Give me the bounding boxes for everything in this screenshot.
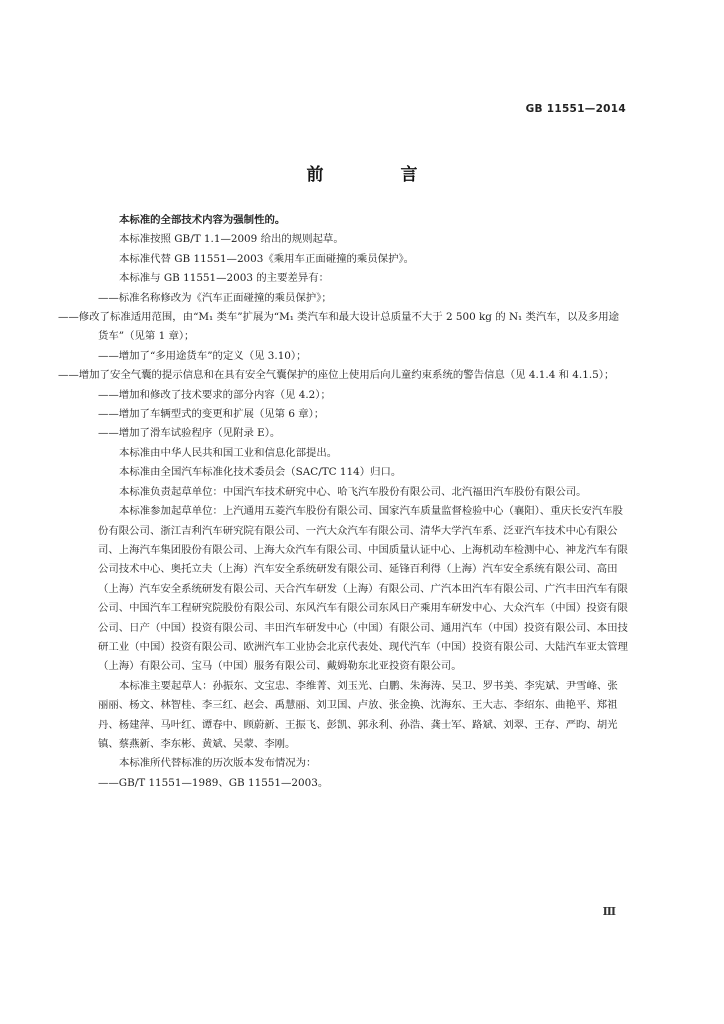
page-number: Ⅲ	[602, 905, 616, 918]
paragraph-lead-drafters: 本标准负责起草单位：中国汽车技术研究中心、哈飞汽车股份有限公司、北汽福田汽车股份有限公司。	[119, 485, 587, 498]
foreword-body	[58, 211, 628, 793]
paragraph-centralized-by: 本标准由全国汽车标准化技术委员会（SAC/TC 114）归口。	[119, 466, 402, 479]
difference-item: ——增加了车辆型式的变更和扩展（见第 6 章）；	[98, 408, 325, 421]
paragraph-history-intro: 本标准所代替标准的历次版本发布情况为：	[119, 757, 317, 770]
difference-item: ——增加了滑车试验程序（见附录 E）。	[98, 427, 281, 440]
difference-item: ——修改了标准适用范围，由“M₁ 类车”扩展为“M₁ 类汽车和最大设计总质量不大于 2 500 kg 的 N₁ 类汽车，以及多用途货车”（见第 1 章）；	[58, 311, 620, 343]
paragraph-drafting-rules: 本标准按照 GB/T 1.1—2009 给出的规则起草。	[119, 233, 344, 246]
page-title: 前 言	[306, 165, 448, 185]
standard-number: GB 11551—2014	[525, 103, 626, 115]
difference-item: ——增加了安全气囊的提示信息和在具有安全气囊保护的座位上使用后向儿童约束系统的警告信息（见 4.1.4 和 4.1.5）；	[58, 369, 615, 382]
difference-item: ——增加和修改了技术要求的部分内容（见 4.2）；	[98, 388, 331, 401]
difference-item: ——标准名称修改为《汽车正面碰撞的乘员保护》；	[98, 291, 332, 304]
paragraph-replaces: 本标准代替 GB 11551—2003《乘用车正面碰撞的乘员保护》。	[119, 252, 415, 265]
paragraph-main-drafters: 本标准主要起草人：孙振东、文宝忠、李维菁、刘玉光、白鹏、朱海涛、吴卫、罗书美、李宪斌、尹雪峰、张丽丽、杨文、林智桂、李三红、赵会、禹慧丽、刘卫国、卢放、张金换、沈海东、王大志、李绍东、曲艳平、郑祖丹、杨建萍、马叶红、谭春中、顾蔚新、王振飞、彭凯、郭永利、孙浩、龚士军、路斌、刘翠、王存、严昀、胡光镇、蔡燕新、李东彬、黄斌、吴蒙、李刚。	[98, 679, 618, 750]
difference-item: ——增加了“多用途货车”的定义（见 3.10）；	[98, 349, 307, 362]
paragraph-mandatory: 本标准的全部技术内容为强制性的。	[119, 214, 286, 226]
paragraph-differences-intro: 本标准与 GB 11551—2003 的主要差异有：	[119, 272, 330, 285]
paragraph-proposed-by: 本标准由中华人民共和国工业和信息化部提出。	[119, 446, 338, 459]
paragraph-participating-drafters: 本标准参加起草单位：上汽通用五菱汽车股份有限公司、国家汽车质量监督检验中心（襄阳）、重庆长安汽车股份有限公司、浙江吉利汽车研究院有限公司、一汽大众汽车有限公司、清华大学汽车系、泛亚汽车技术中心有限公司、上海汽车集团股份有限公司、上海大众汽车有限公司、中国质量认证中心、上海机动车检测中心、神龙汽车有限公司技术中心、奥托立夫（上海）汽车安全系统研发有限公司、延锋百利得（上海）汽车安全系统有限公司、高田（上海）汽车安全系统研发有限公司、天合汽车研发（上海）有限公司、广汽本田汽车有限公司、广汽丰田汽车有限公司、中国汽车工程研究院股份有限公司、东风汽车有限公司东风日产乘用车研发中心、大众汽车（中国）投资有限公司、日产（中国）投资有限公司、丰田汽车研发中心（中国）有限公司、通用汽车（中国）投资有限公司、本田技研工业（中国）投资有限公司、欧洲汽车工业协会北京代表处、现代汽车（中国）投资有限公司、大陆汽车亚太管理（上海）有限公司、宝马（中国）服务有限公司、戴姆勒东北亚投资有限公司。	[98, 505, 628, 673]
history-item: ——GB/T 11551—1989、GB 11551—2003。	[98, 776, 329, 789]
